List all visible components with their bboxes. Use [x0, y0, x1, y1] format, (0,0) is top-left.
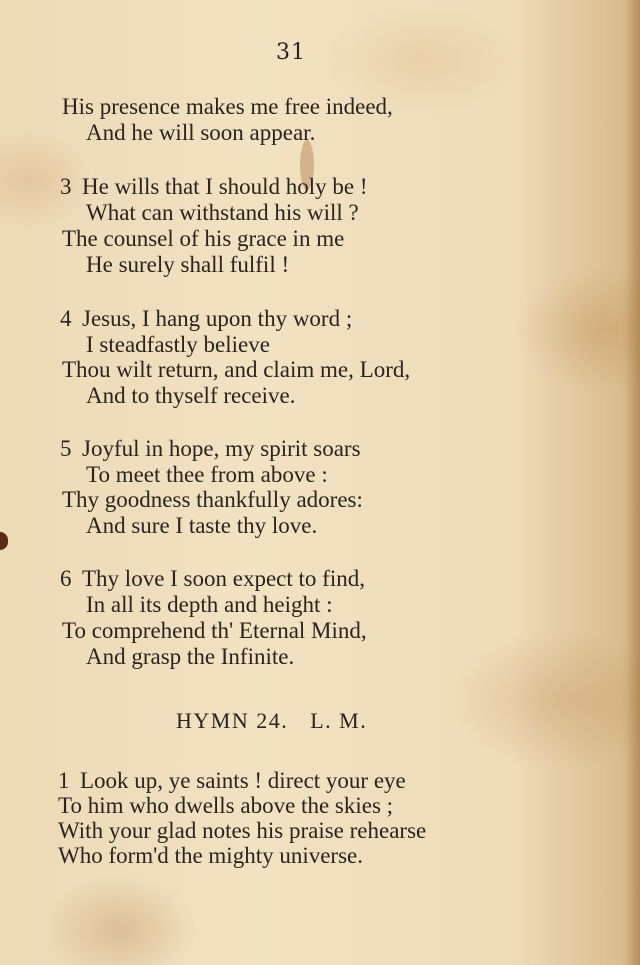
verse-line: I steadfastly believe — [86, 332, 270, 357]
hymn-meter: L. M. — [310, 708, 368, 733]
verse-number: 4 — [60, 306, 72, 331]
verse-5-first-line: 5 Joyful in hope, my spirit soars — [60, 436, 361, 461]
verse-line: Who form'd the mighty universe. — [58, 843, 363, 868]
verse-line: And sure I taste thy love. — [86, 513, 318, 538]
verse-3-first-line: 3 He wills that I should holy be ! — [60, 174, 368, 199]
verse-line: To comprehend th' Eternal Mind, — [62, 618, 367, 643]
verse-line: To meet thee from above : — [86, 462, 328, 487]
verse-4-first-line: 4 Jesus, I hang upon thy word ; — [60, 306, 353, 331]
verse-number: 5 — [60, 436, 72, 461]
verse-line: And to thyself receive. — [86, 383, 296, 408]
verse-line: To him who dwells above the skies ; — [58, 793, 394, 818]
hymn-heading — [176, 708, 367, 734]
verse-number: 3 — [60, 174, 72, 199]
hymn-verse-1-first-line: 1 Look up, ye saints ! direct your eye — [58, 768, 406, 793]
page-number: 31 — [276, 40, 306, 65]
verse-number: 1 — [58, 768, 70, 793]
verse-line: Thy goodness thankfully adores: — [62, 487, 363, 512]
page-edge — [626, 0, 640, 965]
verse-line: The counsel of his grace in me — [62, 226, 345, 251]
verse-line: What can withstand his will ? — [86, 200, 359, 225]
verse-line: And he will soon appear. — [86, 120, 316, 145]
verse-line: Thou wilt return, and claim me, Lord, — [62, 357, 411, 382]
verse-line: His presence makes me free indeed, — [62, 94, 393, 119]
margin-mark — [0, 532, 8, 550]
verse-number: 6 — [60, 566, 72, 591]
verse-6-first-line: 6 Thy love I soon expect to find, — [60, 566, 365, 591]
verse-line: With your glad notes his praise rehearse — [58, 818, 427, 843]
hymn-title: HYMN 24. — [176, 708, 289, 733]
verse-line: And grasp the Infinite. — [86, 644, 295, 669]
verse-line: In all its depth and height : — [86, 592, 333, 617]
verse-line: He surely shall fulfil ! — [86, 252, 290, 277]
